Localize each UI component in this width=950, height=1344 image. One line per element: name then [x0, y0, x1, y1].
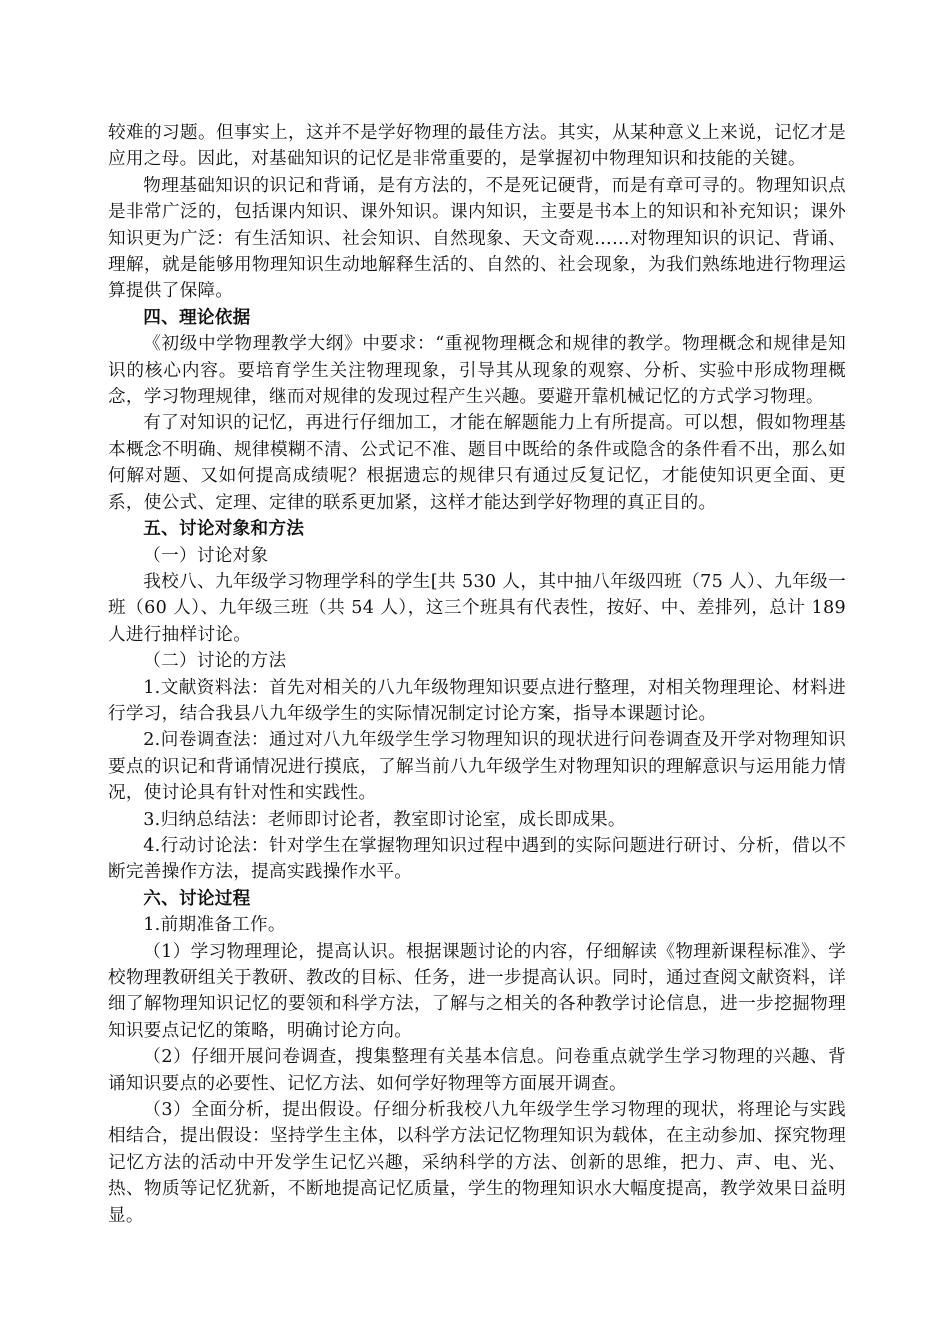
- paragraph-syllabus: 《初级中学物理教学大纲》中要求：“重视物理概念和规律的教学。物理概念和规律是知识的核心内容。要培育学生关注物理现象，引导其从现象的观察、分析、实验中形成物理概念，学习物理规律，继而对规律的发现过程产生兴趣。要避开靠机械记忆的方式学习物理。: [108, 334, 846, 408]
- process-preparation: 1.前期准备工作。: [143, 915, 286, 936]
- paragraph-students: 我校八、九年级学习物理学科的学生[共 530 人，其中抽八年级四班（75 人）、九年级一班（60 人）、九年级三班（共 54 人），这三个班具有代表性，按好、中、差排列，总计 189 人进行抽样讨论。: [108, 571, 846, 645]
- paragraph-memory-processing: 有了对知识的记忆，再进行仔细加工，才能在解题能力上有所提高。可以想，假如物理基本概念不明确、规律模糊不清、公式记不准、题目中既给的条件或隐含的条件看不出，那么如何解对题、又如何提高成绩呢？根据遗忘的规律只有通过反复记忆，才能使知识更全面、更系，使公式、定理、定律的联系更加紧，这样才能达到学好物理的真正目的。: [108, 413, 846, 513]
- method-literature: 1.文献资料法：首先对相关的八九年级物理知识要点进行整理，对相关物理理论、材料进行学习，结合我县八九年级学生的实际情况制定讨论方案，指导本课题讨论。: [108, 677, 846, 724]
- paragraph-intro-continued: 较难的习题。但事实上，这并不是学好物理的最佳方法。其实，从某种意义上来说，记忆才是应用之母。因此，对基础知识的记忆是非常重要的，是掌握初中物理知识和技能的关键。: [108, 123, 846, 170]
- process-step-1: （1）学习物理理论，提高认识。根据课题讨论的内容，仔细解读《物理新课程标准》、学校物理教研组关于教研、教改的目标、任务，进一步提高认识。同时，通过查阅文献资料，详细了解物理知识记忆的要领和科学方法，了解与之相关的各种教学讨论信息，进一步挖掘物理知识要点记忆的策略，明确讨论方向。: [108, 941, 846, 1041]
- subheading-methods: （二）讨论的方法: [143, 651, 287, 672]
- section-heading-theory: 四、理论依据: [143, 306, 251, 328]
- paragraph-basic-knowledge: 物理基础知识的识记和背诵，是有方法的，不是死记硬背，而是有章可寻的。物理知识点是非常广泛的，包括课内知识、课外知识。课内知识，主要是书本上的知识和补充知识；课外知识更为广泛：有生活知识、社会知识、自然现象、天文奇观……对物理知识的识记、背诵、理解，就是能够用物理知识生动地解释生活的、自然的、社会现象，为我们熟练地进行物理运算提供了保障。: [108, 175, 846, 302]
- document-body: [108, 120, 846, 1229]
- process-step-3: （3）全面分析，提出假设。仔细分析我校八九年级学生学习物理的现状，将理论与实践相结合，提出假设：坚持学生主体，以科学方法记忆物理知识为载体，在主动参加、探究物理记忆方法的活动中开发学生记忆兴趣，采纳科学的方法、创新的思维，把力、声、电、光、热、物质等记忆犹新，不断地提高记忆质量，学生的物理知识水大幅度提高，教学效果日益明显。: [108, 1100, 846, 1226]
- method-action: 4.行动讨论法：针对学生在掌握物理知识过程中遇到的实际问题进行研讨、分析，借以不断完善操作方法，提高实践操作水平。: [108, 835, 846, 883]
- section-heading-process: 六、讨论过程: [143, 887, 251, 909]
- section-heading-objects-methods: 五、讨论对象和方法: [143, 518, 305, 540]
- method-questionnaire: 2.问卷调查法：通过对八九年级学生学习物理知识的现状进行问卷调查及开学对物理知识要点的识记和背诵情况进行摸底，了解当前八九年级学生对物理知识的理解意识与运用能力情况，使讨论具有针对性和实践性。: [108, 730, 846, 804]
- method-summary: 3.归纳总结法：老师即讨论者，教室即讨论室，成长即成果。: [143, 809, 626, 830]
- subheading-objects: （一）讨论对象: [143, 545, 269, 566]
- process-step-2: （2）仔细开展问卷调查，搜集整理有关基本信息。问卷重点就学生学习物理的兴趣、背诵知识要点的必要性、记忆方法、如何学好物理等方面展开调查。: [108, 1047, 846, 1094]
